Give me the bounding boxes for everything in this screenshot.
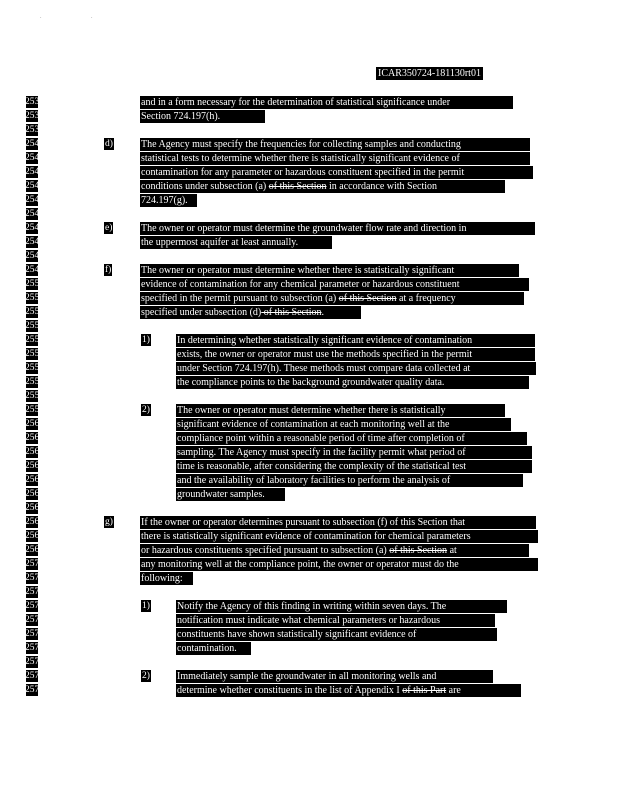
subsection-label-g2: 2) [142, 671, 150, 681]
text-line: the uppermost aquifer at least annually. [140, 236, 332, 249]
text-line: groundwater samples. [176, 488, 285, 501]
line-number: 2554 [25, 335, 44, 345]
line-number: 2565 [25, 489, 44, 499]
subsection-label-e: e) [105, 223, 113, 233]
text-line: Immediately sample the groundwater in all monitoring wells and [176, 670, 493, 683]
line-number: 2567 [25, 517, 44, 527]
line-number: 2542 [25, 167, 44, 177]
line-number: 2547 [25, 237, 44, 247]
subsection-label-f2: 2) [142, 405, 150, 415]
line-number: 2560 [25, 419, 44, 429]
text-line: any monitoring well at the compliance point, the owner or operator must do the [140, 558, 538, 571]
scan-marks: . . [40, 14, 117, 20]
subsection-label-f1: 1) [142, 335, 150, 345]
text-line: or hazardous constituents specified pursuant to subsection (a) of this Section at [140, 544, 529, 557]
line-number: 2541 [25, 153, 44, 163]
text-line: determine whether constituents in the list of Appendix I of this Part are [176, 684, 521, 697]
line-number: 2549 [25, 265, 44, 275]
line-number: 2576 [25, 643, 44, 653]
text-line: statistical tests to determine whether there is statistically significant evidence of [140, 152, 530, 165]
text-line: Section 724.197(h). [140, 110, 265, 123]
document-id-header: ICAR350724-181130rt01 [378, 68, 481, 79]
text-line: The owner or operator must determine whether there is statistically significant [140, 264, 519, 277]
subsection-label-g: g) [105, 517, 113, 527]
text-line: the compliance points to the background groundwater quality data. [176, 376, 529, 389]
text-line: specified under subsection (d) of this Section. [140, 306, 361, 319]
line-number: 2546 [25, 223, 44, 233]
line-number: 2563 [25, 461, 44, 471]
text-line: Notify the Agency of this finding in writing within seven days. The [176, 600, 507, 613]
line-number: 2553 [25, 321, 44, 331]
line-number: 2561 [25, 433, 44, 443]
subsection-label-g1: 1) [142, 601, 150, 611]
text-line: sampling. The Agency must specify in the facility permit what period of [176, 446, 532, 459]
line-number: 2557 [25, 377, 44, 387]
line-number: 2568 [25, 531, 44, 541]
line-number: 2540 [25, 139, 44, 149]
text-line: under Section 724.197(h). These methods must compare data collected at [176, 362, 536, 375]
text-line: constituents have shown statistically significant evidence of [176, 628, 497, 641]
text-line: and in a form necessary for the determination of statistical significance under [140, 96, 513, 109]
line-number: 2539 [25, 125, 44, 135]
line-number: 2551 [25, 293, 44, 303]
text-line: conditions under subsection (a) of this Section in accordance with Section [140, 180, 505, 193]
line-number: 2545 [25, 209, 44, 219]
line-number: 2550 [25, 279, 44, 289]
line-number: 2543 [25, 181, 44, 191]
line-number: 2573 [25, 601, 44, 611]
subsection-label-f: f) [105, 265, 112, 275]
line-number: 2562 [25, 447, 44, 457]
text-line: If the owner or operator determines pursuant to subsection (f) of this Section that [140, 516, 536, 529]
text-line: The Agency must specify the frequencies for collecting samples and conducting [140, 138, 530, 151]
line-number: 2571 [25, 573, 44, 583]
line-number: 2548 [25, 251, 44, 261]
text-line: exists, the owner or operator must use the methods specified in the permit [176, 348, 535, 361]
line-number: 2555 [25, 349, 44, 359]
line-number: 2556 [25, 363, 44, 373]
line-number: 2544 [25, 195, 44, 205]
line-number: 2537 [25, 97, 44, 107]
line-number: 2564 [25, 475, 44, 485]
line-number: 2559 [25, 405, 44, 415]
text-line: there is statistically significant evidence of contamination for chemical parameters [140, 530, 538, 543]
text-line: time is reasonable, after considering the complexity of the statistical test [176, 460, 532, 473]
text-line: contamination for any parameter or hazardous constituent specified in the permit [140, 166, 533, 179]
text-line: In determining whether statistically significant evidence of contamination [176, 334, 535, 347]
text-line: specified in the permit pursuant to subsection (a) of this Section at a frequency [140, 292, 524, 305]
text-line: compliance point within a reasonable period of time after completion of [176, 432, 527, 445]
line-number: 2566 [25, 503, 44, 513]
text-line: contamination. [176, 642, 251, 655]
line-number: 2578 [25, 671, 44, 681]
line-number: 2552 [25, 307, 44, 317]
line-number: 2572 [25, 587, 44, 597]
line-number: 2538 [25, 111, 44, 121]
text-line: following: [140, 572, 193, 585]
text-line: evidence of contamination for any chemical parameter or hazardous constituent [140, 278, 529, 291]
line-number: 2569 [25, 545, 44, 555]
text-line: 724.197(g). [140, 194, 197, 207]
line-number: 2570 [25, 559, 44, 569]
text-line: The owner or operator must determine whether there is statistically [176, 404, 505, 417]
text-line: and the availability of laboratory facilities to perform the analysis of [176, 474, 523, 487]
text-line: The owner or operator must determine the groundwater flow rate and direction in [140, 222, 535, 235]
line-number: 2558 [25, 391, 44, 401]
line-number: 2577 [25, 657, 44, 667]
text-line: significant evidence of contamination at each monitoring well at the [176, 418, 511, 431]
line-number: 2575 [25, 629, 44, 639]
subsection-label-d: d) [105, 139, 113, 149]
line-number: 2574 [25, 615, 44, 625]
line-number: 2579 [25, 685, 44, 695]
text-line: notification must indicate what chemical parameters or hazardous [176, 614, 495, 627]
